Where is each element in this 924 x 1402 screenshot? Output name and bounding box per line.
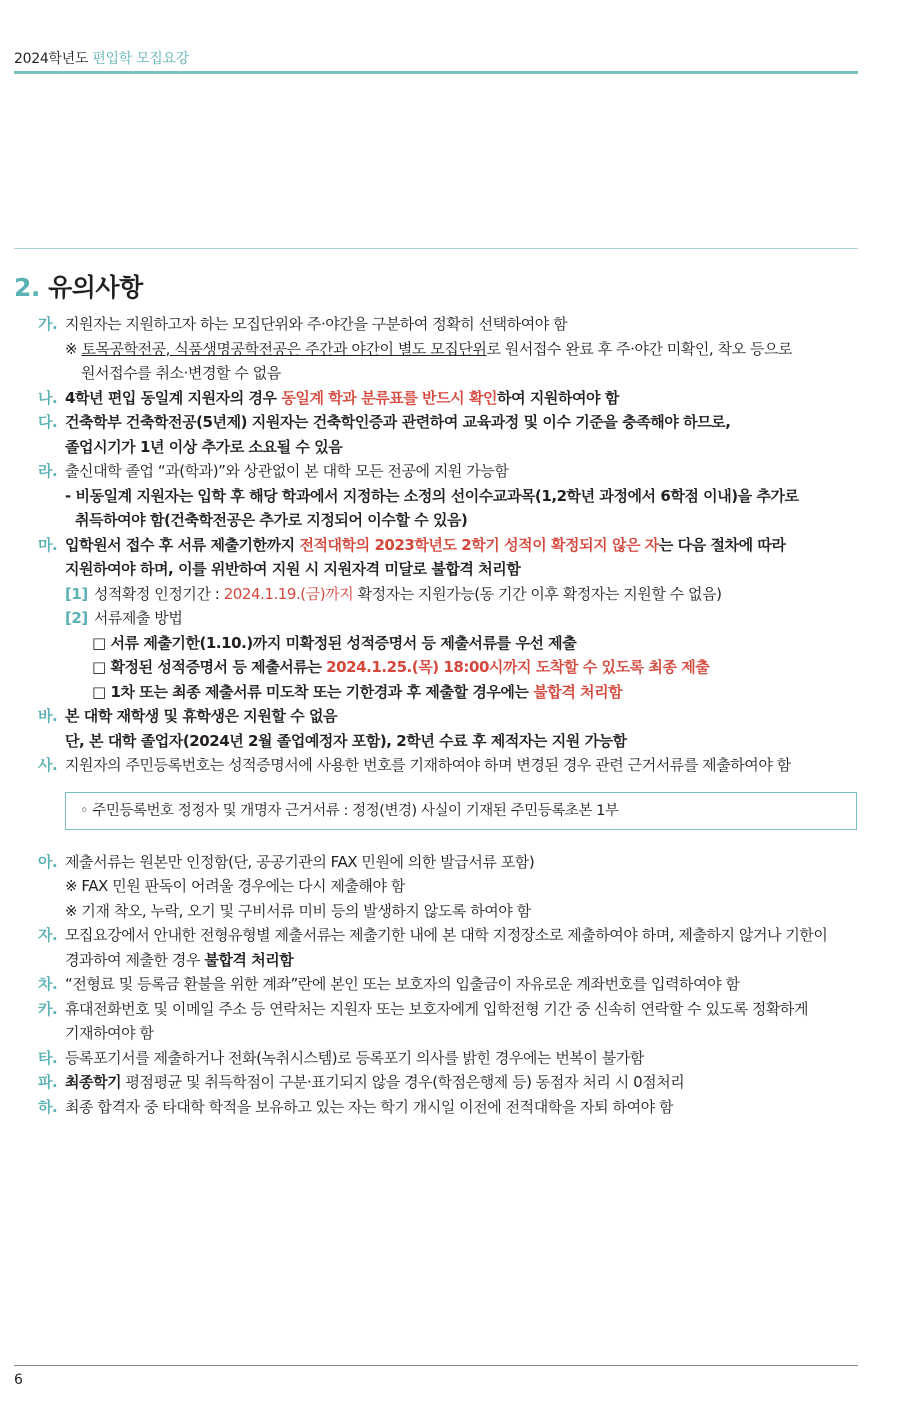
list-item-ha xyxy=(38,1095,860,1120)
section-divider xyxy=(14,248,858,249)
item-text: 하여 지원하여야 함 xyxy=(497,388,619,407)
running-header-title: 편입학 모집요강 xyxy=(92,51,189,67)
item-marker: 마. xyxy=(38,535,58,554)
list-item-ja xyxy=(38,923,860,948)
note-mark: ※ xyxy=(65,339,82,358)
sub-item-marker: [2] xyxy=(65,609,88,627)
emphasis-text: 전적대학의 2023학년도 2학기 성적이 확정되지 않은 자 xyxy=(299,535,659,554)
emphasis-text: 동일계 학과 분류표를 반드시 확인 xyxy=(281,388,498,407)
sub-item-2 xyxy=(38,606,860,631)
item-text: 지원자의 주민등록번호는 성적증명서에 사용한 번호를 기재하여야 하며 변경된 경우 관련 근거서류를 제출하여야 함 xyxy=(65,756,791,774)
item-marker: 자. xyxy=(38,926,58,944)
note-line: ※ 기재 착오, 누락, 오기 및 구비서류 미비 등의 발생하지 않도록 하여야 함 xyxy=(65,901,531,920)
item-text: 평점평균 및 취득학점이 구분·표기되지 않을 경우(학점은행제 등) 동점자 처리 시 0점처리 xyxy=(121,1073,685,1091)
note-line: ※ FAX 민원 판독이 어려울 경우에는 다시 제출해야 함 xyxy=(65,877,405,895)
sub-item-text: 확정자는 지원가능(동 기간 이후 확정자는 지원할 수 없음) xyxy=(353,584,722,603)
item-text: 휴대전화번호 및 이메일 주소 등 연락처는 지원자 또는 보호자에게 입학전형 기간 중 신속히 연락할 수 있도록 정확하게 xyxy=(65,999,809,1018)
item-marker: 타. xyxy=(38,1048,58,1067)
emphasis-text: 2024.1.19.(금)까지 xyxy=(223,584,354,603)
item-text: 지원자는 지원하고자 하는 모집단위와 주·야간을 구분하여 정확히 선택하여야 함 xyxy=(65,315,568,333)
bold-text: 최종학기 xyxy=(65,1073,122,1091)
note-line xyxy=(38,337,860,362)
item-marker: 하. xyxy=(38,1097,58,1116)
item-marker: 카. xyxy=(38,999,58,1018)
item-marker: 다. xyxy=(38,413,58,431)
running-header-year: 2024학년도 xyxy=(14,51,89,67)
item-text: 건축학부 건축학전공(5년제) 지원자는 건축학인증과 관련하여 교육과정 및 이수 기준을 충족해야 하므로, xyxy=(65,413,731,431)
section-title xyxy=(14,268,143,304)
item-marker: 파. xyxy=(38,1073,58,1091)
footer-rule xyxy=(14,1365,858,1366)
bullet-text: □ 확정된 성적증명서 등 제출서류는 xyxy=(92,658,327,676)
list-item-ga xyxy=(38,312,860,337)
item-marker: 바. xyxy=(38,707,58,725)
list-item-pa xyxy=(38,1070,860,1095)
notice-list xyxy=(38,312,860,1119)
bullet-item xyxy=(38,655,860,680)
list-item-cha xyxy=(38,972,860,997)
list-item-ba xyxy=(38,704,860,729)
item-text: “전형료 및 등록금 환불을 위한 계좌”란에 본인 또는 보호자의 입출금이 자유로운 계좌번호를 입력하여야 함 xyxy=(65,975,740,993)
item-text: 경과하여 제출한 경우 xyxy=(65,950,205,969)
section-title-text: 유의사항 xyxy=(48,273,143,302)
section-number: 2. xyxy=(14,273,40,302)
running-header xyxy=(14,48,189,68)
item-marker: 아. xyxy=(38,852,58,871)
sub-item-1 xyxy=(38,582,860,607)
underlined-text: 토목공학전공, 식품생명공학전공은 주간과 야간이 별도 모집단위 xyxy=(81,339,487,358)
list-item-ta xyxy=(38,1046,860,1071)
sub-item-text: 성적확정 인정기간 : xyxy=(93,584,224,603)
item-marker: 사. xyxy=(38,756,58,774)
item-text-continued: 기재하여야 함 xyxy=(65,1024,154,1042)
bold-text: 불합격 처리함 xyxy=(204,950,294,969)
bullet-text: □ 1차 또는 최종 제출서류 미도착 또는 기한경과 후 제출할 경우에는 xyxy=(92,682,534,701)
list-item-ka xyxy=(38,997,860,1022)
list-item-a xyxy=(38,850,860,875)
item-text: 최종 합격자 중 타대학 학적을 보유하고 있는 자는 학기 개시일 이전에 전적대학을 자퇴 하여야 함 xyxy=(65,1097,674,1116)
sub-item-line-continued: 취득하여야 함(건축학전공은 추가로 지정되어 이수할 수 있음) xyxy=(75,511,468,529)
item-text: 모집요강에서 안내한 전형유형별 제출서류는 제출기한 내에 본 대학 지정장소로 제출하여야 하며, 제출하지 않거나 기한이 xyxy=(65,926,828,944)
sub-item-marker: [1] xyxy=(65,584,88,603)
list-item-sa xyxy=(38,753,860,778)
item-marker: 차. xyxy=(38,975,58,993)
bullet-item xyxy=(38,680,860,705)
list-item-ma xyxy=(38,533,860,558)
note-line-continued: 원서접수를 취소·변경할 수 없음 xyxy=(81,364,281,382)
list-item-da xyxy=(38,410,860,435)
sub-item-line: - 비동일계 지원자는 입학 후 해당 학과에서 지정하는 소정의 선이수교과목(1,2학년 과정에서 6학점 이내)을 추가로 xyxy=(65,486,799,505)
bullet-item: □ 서류 제출기한(1.10.)까지 미확정된 성적증명서 등 제출서류를 우선 제출 xyxy=(92,633,577,652)
item-text: 본 대학 재학생 및 휴학생은 지원할 수 없음 xyxy=(65,707,338,725)
item-text: 등록포기서를 제출하거나 전화(녹취시스템)로 등록포기 의사를 밝힌 경우에는 번복이 불가함 xyxy=(65,1048,644,1067)
item-text: 제출서류는 원본만 인정함(단, 공공기관의 FAX 민원에 의한 발급서류 포함) xyxy=(65,852,535,871)
item-marker: 가. xyxy=(38,315,58,333)
item-text: 입학원서 접수 후 서류 제출기한까지 xyxy=(65,535,300,554)
emphasis-text: 2024.1.25.(목) 18:00시까지 도착할 수 있도록 최종 제출 xyxy=(326,658,710,676)
item-text-continued xyxy=(38,948,860,973)
list-item-na xyxy=(38,386,860,411)
item-marker: 나. xyxy=(38,388,58,407)
note-text: 로 원서접수 완료 후 주·야간 미확인, 착오 등으로 xyxy=(486,339,793,358)
item-text: 출신대학 졸업 “과(학과)”와 상관없이 본 대학 모든 전공에 지원 가능함 xyxy=(65,462,509,480)
page-number: 6 xyxy=(14,1372,23,1388)
emphasis-text: 불합격 처리함 xyxy=(533,682,623,701)
item-text-continued: 지원하여야 하며, 이를 위반하여 지원 시 지원자격 미달로 불합격 처리함 xyxy=(65,560,521,578)
item-text-continued: 단, 본 대학 졸업자(2024년 2월 졸업예정자 포함), 2학년 수료 후 제적자는 지원 가능함 xyxy=(65,731,627,750)
item-text: 는 다음 절차에 따라 xyxy=(658,535,786,554)
info-box: ◦ 주민등록번호 정정자 및 개명자 근거서류 : 정정(변경) 사실이 기재된 주민등록초본 1부 xyxy=(65,792,857,830)
header-rule xyxy=(14,71,858,74)
sub-item-text: 서류제출 방법 xyxy=(93,609,183,627)
item-text: 4학년 편입 동일계 지원자의 경우 xyxy=(65,388,282,407)
list-item-ra xyxy=(38,459,860,484)
item-text-continued: 졸업시기가 1년 이상 추가로 소요될 수 있음 xyxy=(65,437,343,456)
item-marker: 라. xyxy=(38,462,58,480)
